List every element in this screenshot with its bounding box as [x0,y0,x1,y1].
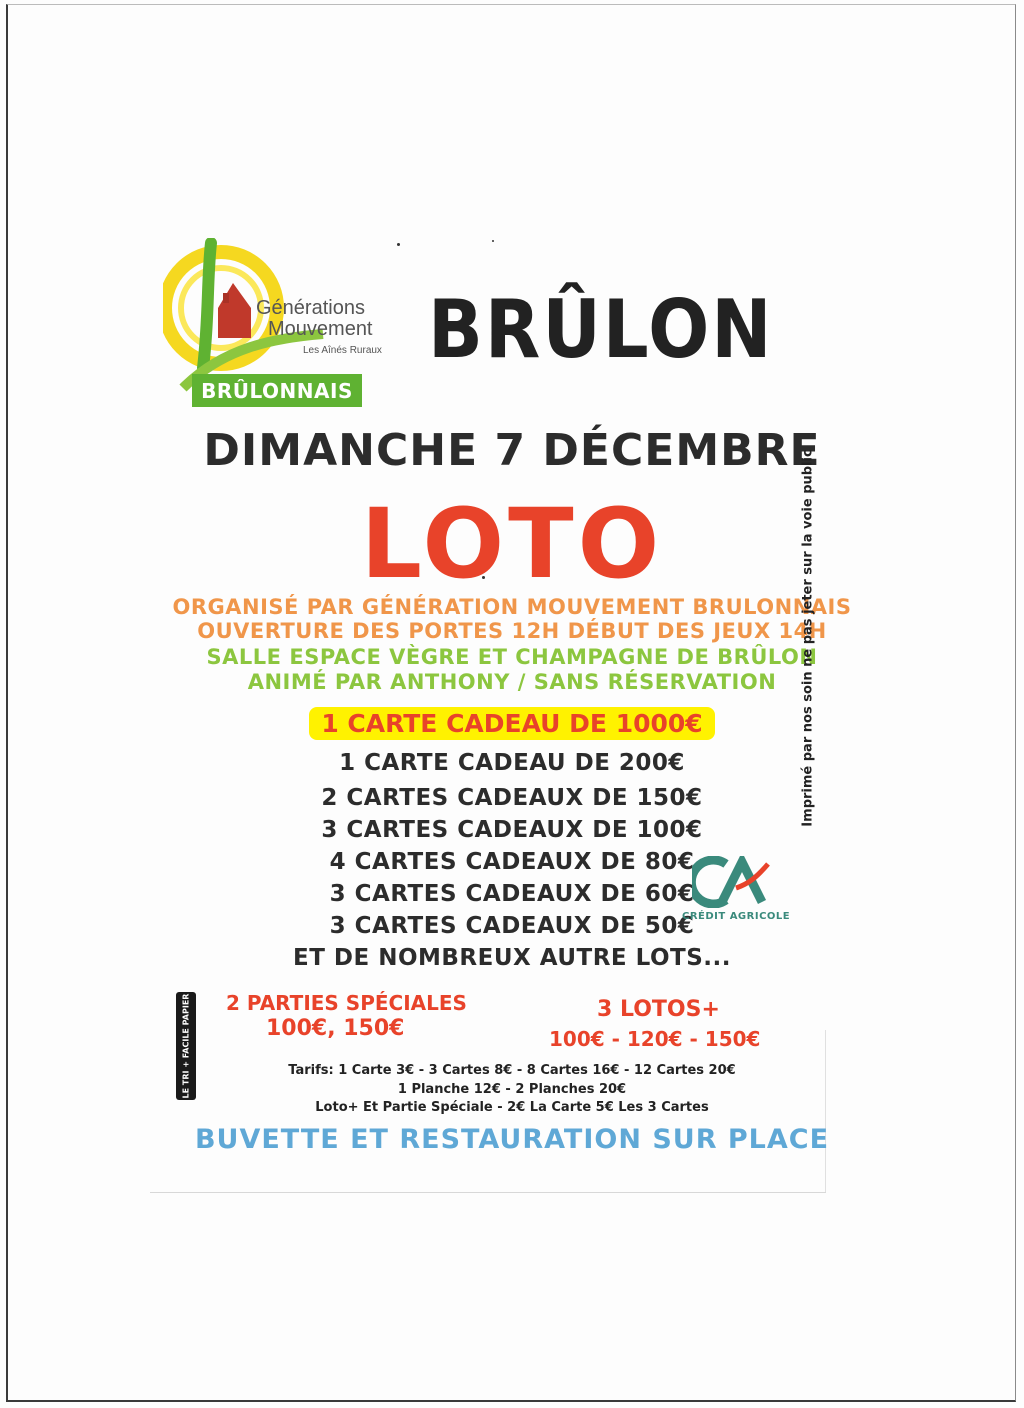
prize-item: 3 CARTES CADEAUX DE 50€ [329,913,695,939]
side-note: Imprimé par nos soin ne pas jeter sur la voie public [800,449,816,827]
house-icon [218,283,251,338]
logo-line-1: Générations [256,297,365,319]
prize-item: 1 CARTE CADEAU DE 200€ [339,750,685,776]
logo-line-3: Les Aînés Ruraux [303,345,382,356]
info-host: ANIMÉ PAR ANTHONY / SANS RÉSERVATION [247,670,777,694]
brulonnais-badge: BRÛLONNAIS [192,374,362,407]
prize-item: 3 CARTES CADEAUX DE 100€ [321,817,703,843]
specials-left-title: 2 PARTIES SPÉCIALES [226,991,467,1015]
ca-a-shape [722,862,762,902]
specials-right-title: 3 LOTOS+ [597,997,720,1022]
speck [492,240,494,242]
tarif-line: Tarifs: 1 Carte 3€ - 3 Cartes 8€ - 8 Cartes 16€ - 12 Cartes 20€ [288,1063,736,1078]
logo-line-2: Mouvement [268,318,373,340]
recycle-label: LE TRI + FACILE PAPIER [181,993,191,1099]
prize-item: ET DE NOMBREUX AUTRE LOTS... [292,945,732,971]
event-title: LOTO [360,488,664,600]
main-prize-wrap [0,707,1024,740]
prize-item: 3 CARTES CADEAUX DE 60€ [329,881,695,907]
tarif-line: 1 Planche 12€ - 2 Planches 20€ [397,1082,627,1097]
sponsor-name: CRÉDIT AGRICOLE [682,911,791,922]
credit-agricole-logo [692,856,770,908]
tree-stem [203,243,211,368]
prize-item: 2 CARTES CADEAUX DE 150€ [321,785,703,811]
town-title: BRÛLON [428,282,774,377]
info-opening: OUVERTURE DES PORTES 12H DÉBUT DES JEUX 14H [197,619,827,643]
flyer-edge [150,1192,826,1193]
main-prize: 1 CARTE CADEAU DE 1000€ [309,707,714,740]
prize-item: 4 CARTES CADEAUX DE 80€ [329,849,695,875]
info-organiser: ORGANISÉ PAR GÉNÉRATION MOUVEMENT BRULONNAIS [172,595,852,619]
info-venue: SALLE ESPACE VÈGRE ET CHAMPAGNE DE BRÛLON [206,645,818,669]
footer-banner: BUVETTE ET RESTAURATION SUR PLACE [194,1124,830,1155]
tarif-line: Loto+ Et Partie Spéciale - 2€ La Carte 5€ Les 3 Cartes [315,1100,709,1115]
event-date: DIMANCHE 7 DÉCEMBRE [203,425,821,476]
specials-left-values: 100€, 150€ [266,1016,405,1041]
specials-right-values: 100€ - 120€ - 150€ [549,1027,761,1051]
